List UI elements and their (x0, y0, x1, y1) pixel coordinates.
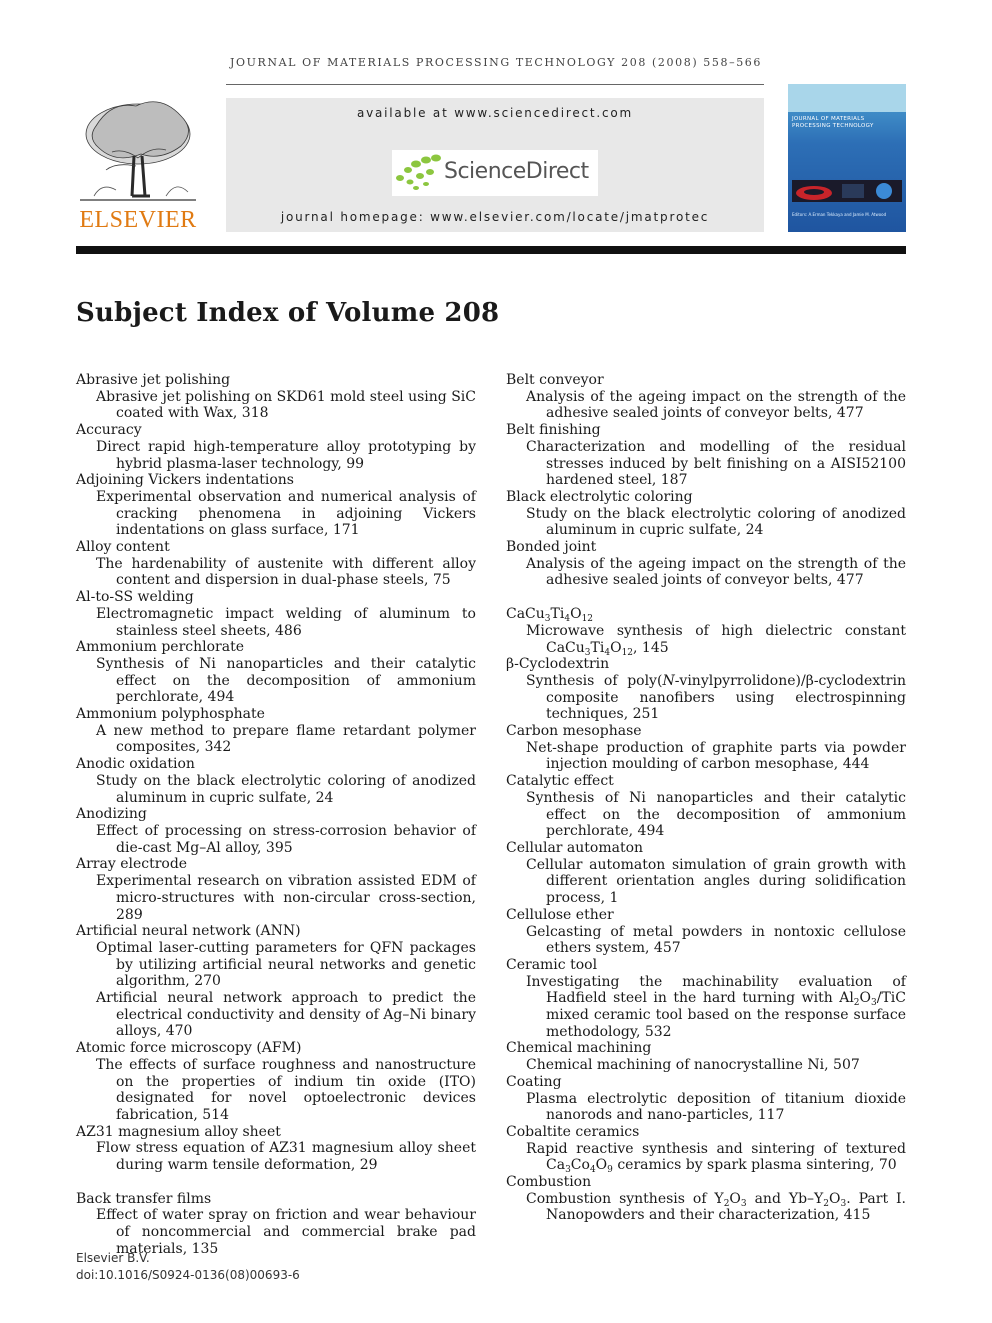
index-entry: Analysis of the ageing impact on the strength of the adhesive sealed joints of conveyor belts, 477 (526, 388, 906, 422)
index-entry: Characterization and modelling of the residual stresses induced by belt finishing on a AISI52100 hardened steel, 187 (526, 438, 906, 489)
sciencedirect-dots-icon (392, 150, 444, 196)
index-entry: Study on the black electrolytic coloring of anodized aluminum in cupric sulfate, 24 (526, 505, 906, 539)
index-heading: Anodic oxidation (76, 756, 195, 773)
elsevier-tree-icon (76, 96, 200, 204)
index-heading: $CaCu_3Ti_4O_{12}$ (506, 606, 594, 625)
index-heading: Catalytic effect (506, 773, 614, 790)
index-entry: Investigating the machinability evaluation of Hadfield steel in the hard turning with $Al_2O_3$/TiC mixed ceramic tool based on the response surface methodology, 532 (526, 973, 906, 1040)
header-rule (226, 84, 764, 85)
cover-title: JOURNAL OF MATERIALS PROCESSING TECHNOLOGY (792, 116, 874, 129)
footer (76, 1250, 300, 1284)
index-column-left (76, 372, 476, 1258)
index-column-right (506, 372, 906, 1224)
running-head: JOURNAL OF MATERIALS PROCESSING TECHNOLOGY 208 (2008) 558–566 (229, 56, 762, 69)
index-entry: Gelcasting of metal powders in nontoxic cellulose ethers system, 457 (526, 923, 906, 957)
index-entry: Chemical machining of nanocrystalline Ni, 507 (526, 1057, 860, 1074)
index-entry: Synthesis of Ni nanoparticles and their catalytic effect on the decomposition of ammonium perchlorate, 494 (96, 655, 476, 706)
index-heading: Coating (506, 1073, 562, 1090)
index-heading: Atomic force microscopy (AFM) (76, 1040, 302, 1057)
index-entry: Net-shape production of graphite parts via powder injection moulding of carbon mesophase, 444 (526, 739, 906, 773)
index-heading: Belt finishing (506, 422, 601, 439)
index-heading: Array electrode (76, 856, 188, 873)
index-entry: Synthesis of Ni nanoparticles and their catalytic effect on the decomposition of ammonium perchlorate, 494 (526, 789, 906, 840)
index-heading: Bonded joint (506, 539, 597, 556)
index-heading: Back transfer films (76, 1190, 212, 1207)
cover-image (792, 180, 902, 202)
footer-publisher: Elsevier B.V. (76, 1251, 150, 1265)
sciencedirect-logo[interactable] (392, 150, 598, 196)
index-heading: Cellular automaton (506, 839, 644, 856)
available-at-text: available at www.sciencedirect.com (356, 106, 634, 120)
index-heading: Alloy content (76, 539, 170, 556)
index-entry: Rapid reactive synthesis and sintering of textured $Ca_3Co_4O_9$ ceramics by spark plasma sintering, 70 (526, 1140, 906, 1176)
index-entry: The effects of surface roughness and nanostructure on the properties of indium tin oxide (ITO) designated for novel optoelectronic devices fabrication, 514 (96, 1056, 476, 1123)
index-entry: Flow stress equation of AZ31 magnesium alloy sheet during warm tensile deformation, 29 (96, 1140, 476, 1174)
publisher-logo-text: ELSEVIER (79, 207, 197, 233)
index-entry: Synthesis of poly(N-vinylpyrrolidone)/β-cyclodextrin composite nanofibers using electrospinning techniques, 251 (526, 672, 906, 723)
index-heading: Anodizing (76, 806, 147, 823)
index-entry: Experimental research on vibration assisted EDM of micro-structures with non-circular cross-section, 289 (96, 873, 476, 923)
index-entry: Cellular automaton simulation of grain growth with different orientation angles during solidification process, 1 (526, 856, 906, 907)
index-heading: Belt conveyor (506, 372, 604, 388)
index-entry: Microwave synthesis of high dielectric constant $CaCu_3Ti_4O_{12}$, 145 (526, 622, 906, 658)
index-heading: Al-to-SS welding (76, 589, 194, 606)
index-entry: Optimal laser-cutting parameters for QFN packages by utilizing artificial neural networks and genetic algorithm, 270 (96, 939, 476, 990)
index-heading: Black electrolytic coloring (506, 488, 693, 505)
index-entry: Electromagnetic impact welding of aluminum to stainless steel sheets, 486 (96, 605, 476, 639)
footer-doi[interactable]: doi:10.1016/S0924-0136(08)00693-6 (76, 1268, 300, 1282)
index-entry: Analysis of the ageing impact on the strength of the adhesive sealed joints of conveyor belts, 477 (526, 555, 906, 589)
index-heading: Ceramic tool (506, 956, 598, 973)
index-entry: Experimental observation and numerical analysis of cracking phenomena in adjoining Vickers indentations on glass surface, 171 (96, 488, 476, 539)
index-heading: Artificial neural network (ANN) (76, 923, 301, 940)
index-heading: Abrasive jet polishing (76, 372, 231, 388)
section-gap (76, 1174, 476, 1191)
index-heading: Adjoining Vickers indentations (76, 472, 294, 489)
cover-top-band (788, 84, 906, 112)
journal-cover (788, 84, 906, 232)
index-entry: Abrasive jet polishing on SKD61 mold steel using SiC coated with Wax, 318 (96, 388, 476, 422)
sciencedirect-wordmark: ScienceDirect (444, 159, 589, 184)
cover-photo-icon (792, 180, 902, 202)
index-heading: β-Cyclodextrin (506, 656, 610, 673)
sciencedirect-banner (226, 98, 764, 232)
index-heading: Accuracy (76, 422, 142, 439)
index-entry: Combustion synthesis of $Y_2O_3$ and $Yb-Y_2O_3$. Part I. Nanopowders and their characterization, 415 (526, 1190, 907, 1224)
index-heading: Carbon mesophase (506, 723, 642, 740)
index-entry: Effect of water spray on friction and wear behaviour of noncommercial and commercial brake pad materials, 135 (96, 1207, 476, 1257)
journal-homepage-text[interactable]: journal homepage: www.elsevier.com/locate/jmatprotec (280, 210, 710, 224)
title-rule (76, 246, 906, 254)
section-gap (506, 589, 906, 606)
page-title: Subject Index of Volume 208 (76, 298, 500, 328)
index-entry: Direct rapid high-temperature alloy prototyping by hybrid plasma-laser technology, 99 (96, 438, 476, 472)
index-heading: Cobaltite ceramics (506, 1123, 640, 1140)
index-heading: Combustion (506, 1174, 592, 1191)
index-entry: The hardenability of austenite with different alloy content and dispersion in dual-phase steels, 75 (96, 555, 476, 589)
index-entry: Artificial neural network approach to predict the electrical conductivity and density of Ag–Ni binary alloys, 470 (96, 990, 476, 1040)
index-heading: Cellulose ether (506, 906, 614, 923)
index-heading: Ammonium polyphosphate (76, 706, 265, 723)
cover-editors: Editors: A.Erman Tekkaya and Jamie M. Atwood (792, 212, 887, 217)
index-heading: Chemical machining (506, 1040, 652, 1057)
index-heading: AZ31 magnesium alloy sheet (76, 1123, 281, 1140)
index-entry: Plasma electrolytic deposition of titanium dioxide nanorods and nano-particles, 117 (526, 1090, 906, 1124)
index-heading: Ammonium perchlorate (76, 639, 244, 656)
index-entry: Study on the black electrolytic coloring of anodized aluminum in cupric sulfate, 24 (96, 772, 476, 806)
index-entry: A new method to prepare flame retardant polymer composites, 342 (96, 722, 476, 756)
index-entry: Effect of processing on stress-corrosion behavior of die-cast Mg–Al alloy, 395 (96, 822, 476, 856)
